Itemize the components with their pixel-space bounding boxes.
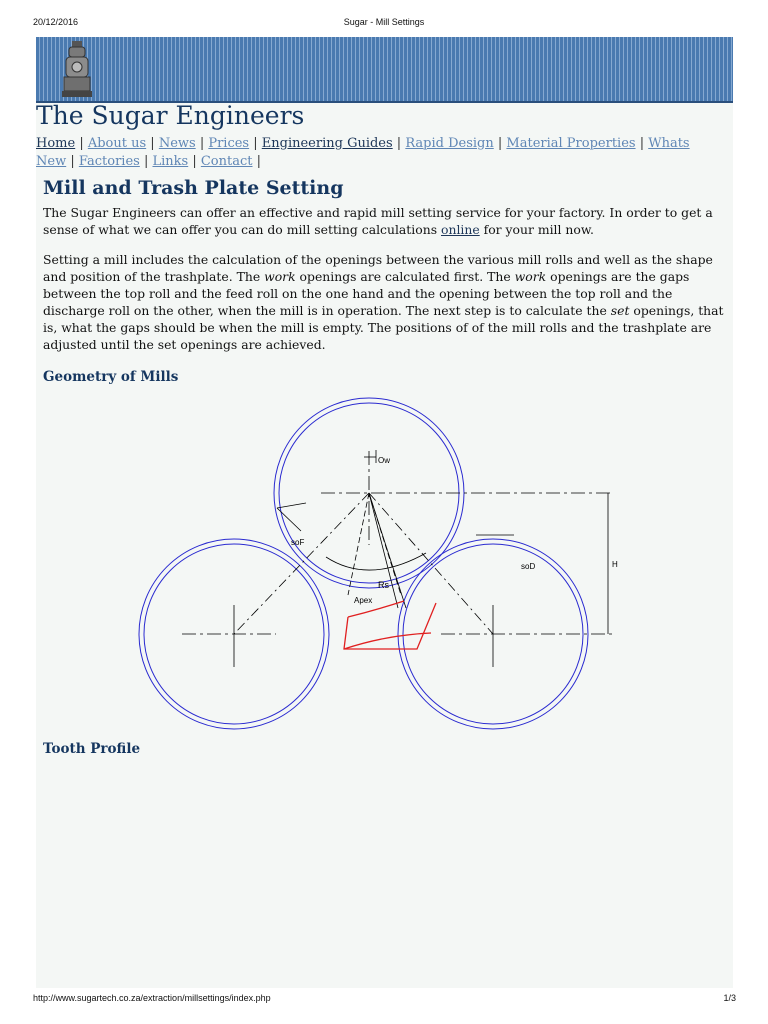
site-title: The Sugar Engineers [36, 101, 305, 130]
label-sof: soF [291, 538, 305, 547]
label-sod: soD [521, 562, 536, 571]
intro-text-end: for your mill now. [479, 222, 594, 237]
online-link[interactable]: online [441, 222, 480, 237]
web-page [36, 37, 733, 988]
tooth-heading: Tooth Profile [43, 741, 141, 757]
intro-text: The Sugar Engineers can offer an effective and rapid mill setting service for your factory. In order to get a sense of what we can offer you can do mill setting calculations [43, 205, 713, 237]
set-emphasis: set [610, 303, 630, 318]
nav-factories[interactable]: Factories [78, 154, 140, 169]
page-number: 1/3 [723, 993, 736, 1003]
setting-text-2: openings are calculated first. The [295, 269, 515, 284]
print-footer [0, 993, 768, 1007]
geometry-heading: Geometry of Mills [43, 369, 179, 385]
header-banner [36, 37, 733, 103]
label-apex: Apex [354, 596, 373, 605]
nav-home[interactable]: Home [36, 136, 76, 151]
print-header [0, 17, 768, 31]
label-rs: Rs [378, 580, 389, 590]
print-title: Sugar - Mill Settings [343, 17, 425, 27]
intro-paragraph [43, 204, 728, 238]
print-date: 20/12/2016 [33, 17, 79, 27]
setting-paragraph [43, 251, 728, 353]
nav-links[interactable]: Links [152, 154, 189, 169]
nav-material-properties[interactable]: Material Properties [506, 136, 636, 151]
print-url: http://www.sugartech.co.za/extraction/millsettings/index.php [33, 993, 271, 1003]
setting-text-4: openings, that is, what the gaps should be when the mill is empty. The positions of of the mill rolls and the trashplate are adjusted until the set openings are achieved. [43, 303, 724, 352]
work-emphasis-1: work [264, 269, 296, 284]
nav-rapid-design[interactable]: Rapid Design [405, 136, 494, 151]
mill-logo-icon [60, 39, 94, 99]
label-h: H [612, 560, 618, 569]
nav-prices[interactable]: Prices [208, 136, 250, 151]
setting-text-3: openings are the gaps between the top roll and the feed roll on the one hand and the opening between the top roll and the discharge roll on the other, when the mill is in operation. The next step is to calculate the [43, 269, 690, 318]
nav-news[interactable]: News [158, 136, 196, 151]
nav-engineering-guides[interactable]: Engineering Guides [261, 136, 393, 151]
work-emphasis-2: work [514, 269, 547, 284]
main-nav: Home | About us | News | Prices | Engineering Guides | Rapid Design | Material Properties | Whats New | Factories | Links | Contact | [36, 136, 690, 169]
nav-contact[interactable]: Contact [200, 154, 253, 169]
nav-about-us[interactable]: About us [87, 136, 147, 151]
label-ow: Ow [378, 456, 390, 465]
page-heading: Mill and Trash Plate Setting [43, 177, 344, 199]
setting-text-1: Setting a mill includes the calculation of the openings between the various mill rolls and well as the shape and position of the trashplate. The [43, 252, 713, 284]
mill-geometry-diagram [136, 395, 616, 745]
trashplate [344, 601, 436, 649]
nav-whats-new[interactable]: Whats New [36, 136, 690, 169]
